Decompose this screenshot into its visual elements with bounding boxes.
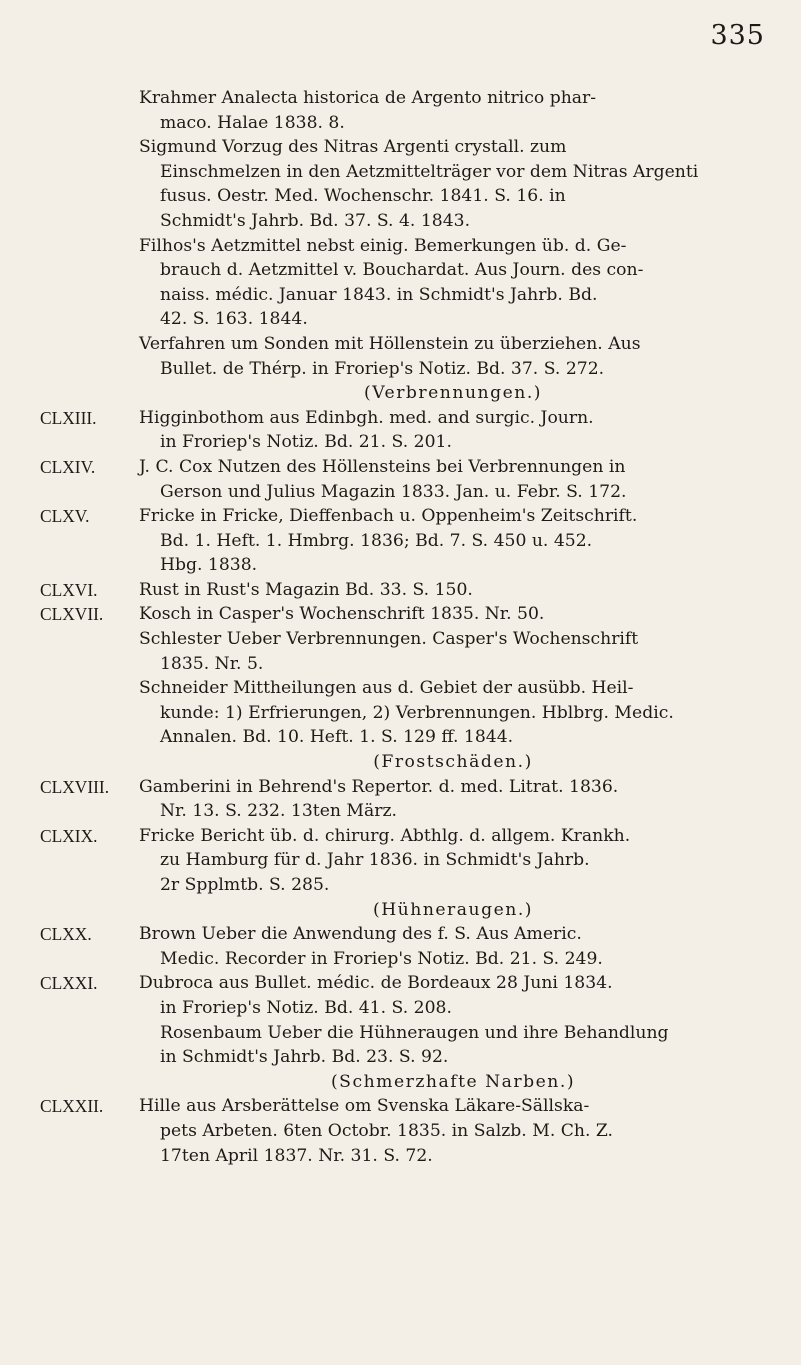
page-content bbox=[0, 86, 801, 1168]
text-line: J. C. Cox Nutzen des Höllensteins bei Verbrennungen in bbox=[139, 456, 626, 477]
text-line: pets Arbeten. 6ten Octobr. 1835. in Salzb. M. Ch. Z. bbox=[160, 1120, 613, 1141]
entry-text bbox=[139, 922, 767, 971]
text-line: Kosch in Casper's Wochenschrift 1835. Nr. 50. bbox=[139, 604, 545, 625]
text-line: Bullet. de Thérp. in Froriep's Notiz. Bd. 37. S. 272. bbox=[160, 358, 605, 379]
entry-number: CLXVIII. bbox=[40, 776, 110, 797]
text-line: in Froriep's Notiz. Bd. 41. S. 208. bbox=[160, 997, 452, 1018]
entry-number: CLXIV. bbox=[40, 456, 96, 477]
text-line: Schmidt's Jahrb. Bd. 37. S. 4. 1843. bbox=[160, 210, 471, 231]
entry-text bbox=[139, 971, 767, 1069]
reference-paragraph bbox=[139, 824, 767, 898]
reference-paragraph bbox=[139, 676, 767, 750]
bibliography-entry bbox=[0, 602, 801, 750]
text-line: Fricke Bericht üb. d. chirurg. Abthlg. d. allgem. Krankh. bbox=[139, 825, 631, 846]
entry-number: CLXV. bbox=[40, 506, 90, 527]
text-line: brauch d. Aetzmittel v. Bouchardat. Aus Journ. des con- bbox=[160, 260, 644, 281]
section-heading: (Verbrennungen.) bbox=[363, 383, 542, 404]
text-line: 17ten April 1837. Nr. 31. S. 72. bbox=[160, 1145, 433, 1166]
bibliography-entry bbox=[0, 578, 801, 603]
reference-paragraph bbox=[139, 406, 767, 455]
entry-number: CLXVI. bbox=[40, 579, 98, 600]
text-line: Nr. 13. S. 232. 13ten März. bbox=[160, 801, 397, 822]
text-line: Fricke in Fricke, Dieffenbach u. Oppenheim's Zeitschrift. bbox=[139, 506, 638, 527]
entry-number: CLXVII. bbox=[40, 604, 104, 625]
reference-paragraph bbox=[139, 602, 767, 627]
text-line: Gerson und Julius Magazin 1833. Jan. u. Febr. S. 172. bbox=[160, 481, 627, 502]
reference-paragraph bbox=[139, 234, 767, 332]
entry-number: CLXXII. bbox=[40, 1096, 104, 1117]
bibliography-entry bbox=[0, 775, 801, 824]
bibliography-entry bbox=[0, 824, 801, 898]
entry-text bbox=[139, 824, 767, 898]
text-line: naiss. médic. Januar 1843. in Schmidt's Jahrb. Bd. bbox=[160, 284, 598, 305]
text-line: Higginbothom aus Edinbgh. med. and surgic. Journ. bbox=[139, 407, 594, 428]
reference-paragraph bbox=[139, 332, 767, 381]
text-line: Schlester Ueber Verbrennungen. Casper's Wochenschrift bbox=[139, 629, 639, 650]
entry-text bbox=[139, 602, 767, 750]
text-line: Verfahren um Sonden mit Höllenstein zu überziehen. Aus bbox=[139, 333, 641, 354]
text-line: Krahmer Analecta historica de Argento nitrico phar- bbox=[139, 88, 597, 108]
bibliography-entry bbox=[0, 406, 801, 455]
text-line: Hbg. 1838. bbox=[160, 555, 258, 576]
text-line: Annalen. Bd. 10. Heft. 1. S. 129 ff. 1844. bbox=[160, 727, 514, 748]
reference-paragraph bbox=[139, 86, 767, 135]
text-line: Bd. 1. Heft. 1. Hmbrg. 1836; Bd. 7. S. 450 u. 452. bbox=[160, 530, 593, 551]
bibliography-entry bbox=[0, 922, 801, 971]
entry-text bbox=[139, 406, 767, 455]
reference-paragraph bbox=[139, 135, 767, 233]
text-line: Filhos's Aetzmittel nebst einig. Bemerkungen üb. d. Ge- bbox=[139, 235, 627, 256]
text-line: 42. S. 163. 1844. bbox=[160, 309, 308, 330]
reference-paragraph bbox=[139, 1094, 767, 1168]
reference-paragraph bbox=[139, 922, 767, 971]
text-line: Rosenbaum Ueber die Hühneraugen und ihre Behandlung bbox=[160, 1022, 669, 1043]
text-line: Brown Ueber die Anwendung des f. S. Aus Americ. bbox=[139, 924, 582, 945]
section-heading: (Schmerzhafte Narben.) bbox=[330, 1071, 576, 1092]
entry-text bbox=[139, 1094, 767, 1168]
reference-paragraph bbox=[139, 504, 767, 578]
entry-number: CLXIX. bbox=[40, 825, 98, 846]
entry-text bbox=[139, 504, 767, 578]
reference-paragraph bbox=[139, 775, 767, 824]
entry-text bbox=[139, 578, 767, 603]
text-line: in Schmidt's Jahrb. Bd. 23. S. 92. bbox=[160, 1047, 449, 1068]
text-line: zu Hamburg für d. Jahr 1836. in Schmidt's Jahrb. bbox=[160, 850, 590, 871]
text-line: Gamberini in Behrend's Repertor. d. med. Litrat. 1836. bbox=[139, 776, 619, 797]
bibliography-entry bbox=[0, 971, 801, 1069]
text-line: kunde: 1) Erfrierungen, 2) Verbrennungen. Hblbrg. Medic. bbox=[160, 702, 674, 723]
text-line: Dubroca aus Bullet. médic. de Bordeaux 28 Juni 1834. bbox=[139, 973, 613, 994]
reference-paragraph bbox=[139, 578, 767, 603]
text-line: in Froriep's Notiz. Bd. 21. S. 201. bbox=[160, 432, 452, 453]
reference-paragraph bbox=[139, 971, 767, 1069]
entry-number: CLXX. bbox=[40, 924, 92, 945]
bibliography-entry bbox=[0, 504, 801, 578]
text-line: Schneider Mittheilungen aus d. Gebiet der ausübb. Heil- bbox=[139, 678, 634, 699]
entry-text bbox=[139, 455, 767, 504]
reference-paragraph bbox=[139, 627, 767, 676]
bibliography-entry bbox=[0, 1094, 801, 1168]
text-line: Einschmelzen in den Aetzmittelträger vor dem Nitras Argenti bbox=[160, 161, 699, 182]
entry-text bbox=[139, 86, 767, 381]
bibliography-entry bbox=[0, 455, 801, 504]
reference-paragraph bbox=[139, 455, 767, 504]
section-heading: (Frostschäden.) bbox=[373, 752, 533, 773]
entry-number: CLXXI. bbox=[40, 973, 98, 994]
text-line: Sigmund Vorzug des Nitras Argenti crystall. zum bbox=[139, 137, 567, 158]
text-line: Rust in Rust's Magazin Bd. 33. S. 150. bbox=[139, 579, 473, 600]
text-line: Hille aus Arsberättelse om Svenska Läkare-Sällska- bbox=[139, 1096, 590, 1117]
text-line: Medic. Recorder in Froriep's Notiz. Bd. 21. S. 249. bbox=[160, 948, 603, 969]
entry-number: CLXIII. bbox=[40, 407, 97, 428]
entry-text bbox=[139, 775, 767, 824]
text-line: 1835. Nr. 5. bbox=[160, 653, 264, 674]
section-heading: (Hühneraugen.) bbox=[372, 899, 534, 920]
text-line: 2r Spplmtb. S. 285. bbox=[160, 875, 330, 895]
bibliography-entry bbox=[0, 86, 801, 381]
page-number: 335 bbox=[710, 20, 765, 51]
text-line: maco. Halae 1838. 8. bbox=[160, 112, 345, 133]
text-line: fusus. Oestr. Med. Wochenschr. 1841. S. 16. in bbox=[160, 186, 566, 207]
